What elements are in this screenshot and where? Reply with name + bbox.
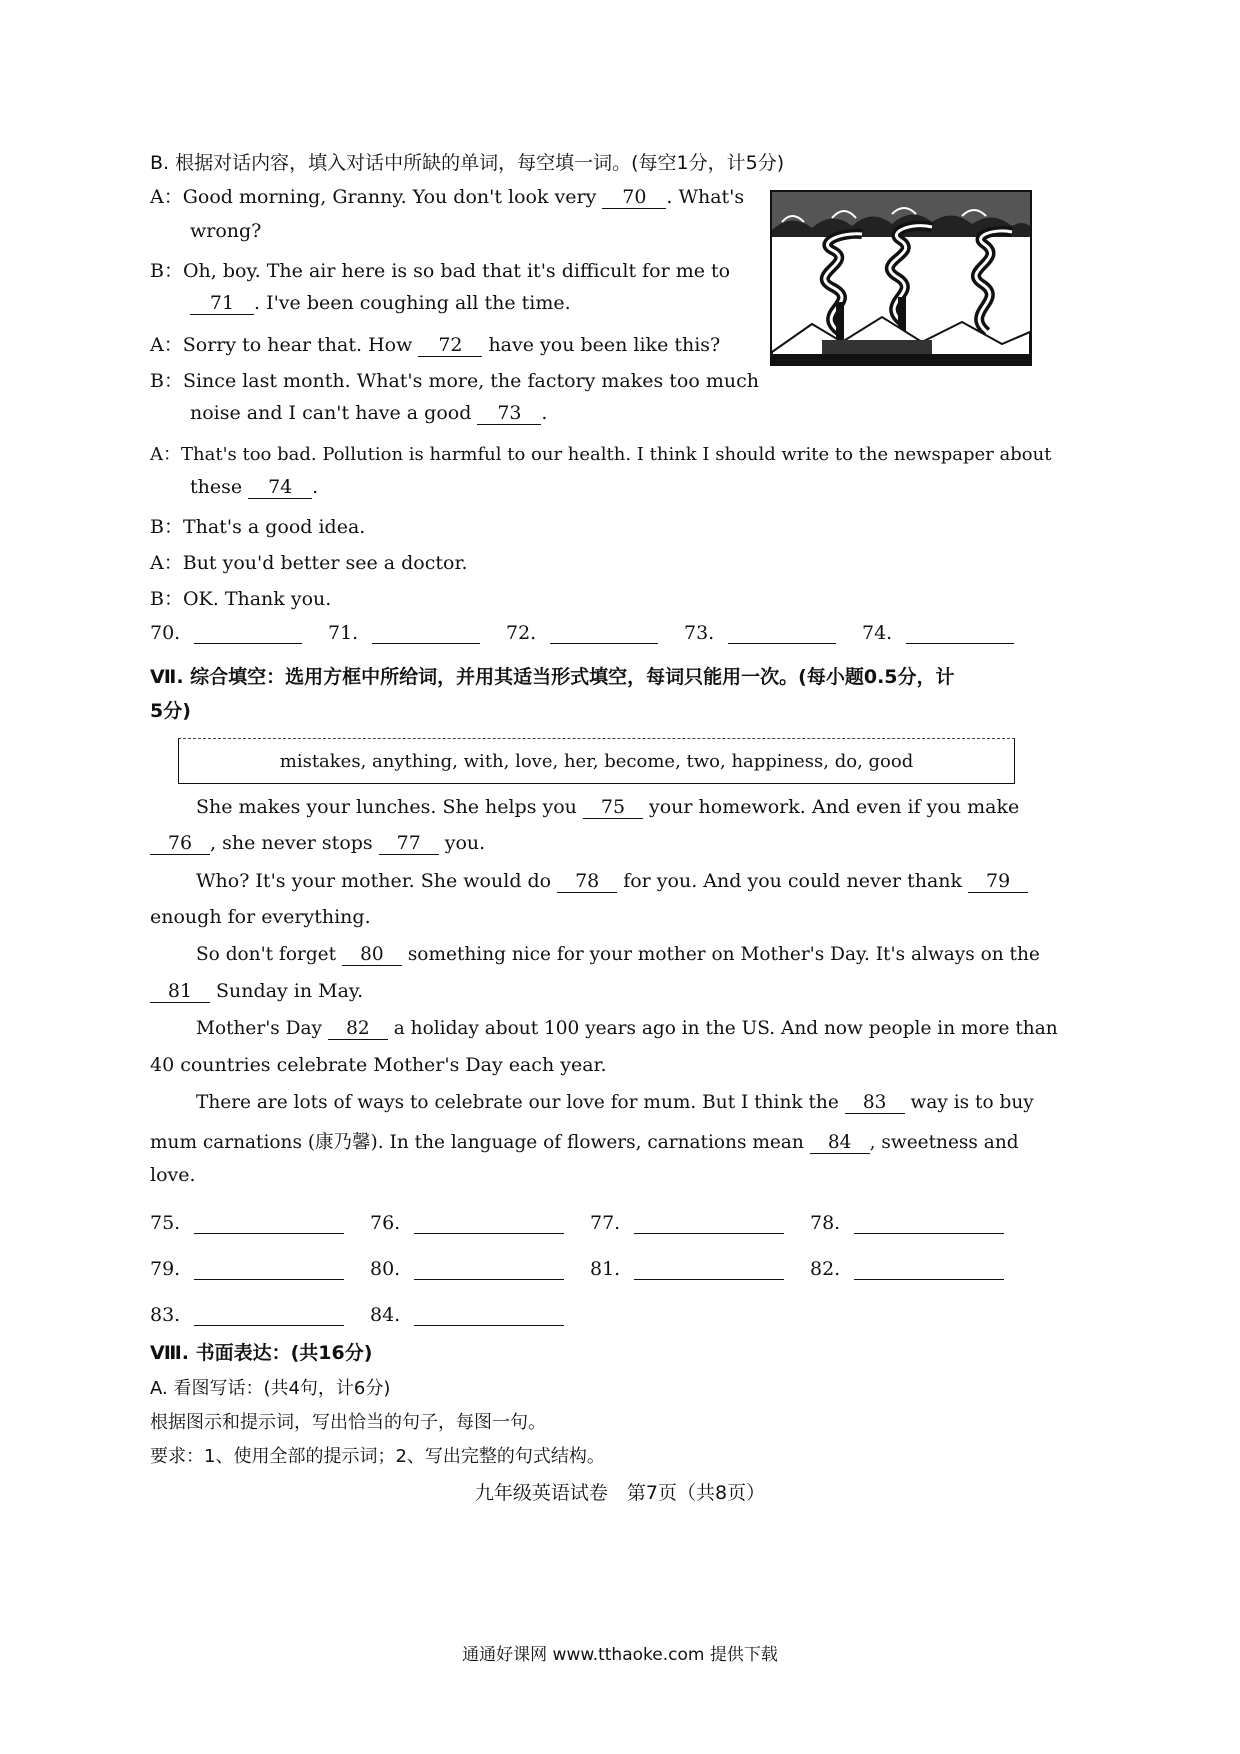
answer-line[interactable]	[854, 1215, 1004, 1234]
blank-81[interactable]: 81	[150, 981, 210, 1003]
passage-line-6: 81 Sunday in May.	[150, 980, 363, 1003]
section-7-heading-cont: 5分)	[150, 700, 191, 722]
answer-line[interactable]	[194, 1307, 344, 1326]
answer-line[interactable]	[634, 1261, 784, 1280]
answer-84[interactable]: 84.	[370, 1304, 590, 1326]
answer-75[interactable]: 75.	[150, 1212, 370, 1234]
answer-line[interactable]	[550, 625, 658, 644]
speaker-label: B：	[150, 370, 183, 392]
answer-71[interactable]: 71.	[328, 622, 506, 644]
speaker-label: B：	[150, 260, 183, 282]
answer-80[interactable]: 80.	[370, 1258, 590, 1280]
answer-79[interactable]: 79.	[150, 1258, 370, 1280]
answer-line[interactable]	[414, 1261, 564, 1280]
passage-line-7: Mother's Day 82 a holiday about 100 years ago in the US. And now people in more than	[196, 1018, 1058, 1039]
blank-84[interactable]: 84	[810, 1133, 870, 1154]
answer-81[interactable]: 81.	[590, 1258, 810, 1280]
dialogue-line-2-cont: 71 . I've been coughing all the time.	[190, 292, 571, 315]
answer-line[interactable]	[194, 625, 302, 644]
section-8-sub-a: A. 看图写话：(共4句，计6分)	[150, 1378, 391, 1399]
answer-73[interactable]: 73.	[684, 622, 862, 644]
speaker-label: A：	[150, 444, 181, 465]
speaker-label: B：	[150, 588, 183, 610]
pollution-factory-illustration	[770, 190, 1032, 366]
passage-line-8: 40 countries celebrate Mother's Day each year.	[150, 1054, 607, 1076]
dialogue-line-1: A：Good morning, Granny. You don't look very 70 . What's	[150, 186, 745, 208]
blank-76[interactable]: 76	[150, 833, 210, 855]
dialogue-line-7: A：But you'd better see a doctor.	[150, 552, 468, 574]
passage-line-11: love.	[150, 1164, 196, 1186]
answer-line[interactable]	[414, 1307, 564, 1326]
speaker-label: A：	[150, 552, 183, 574]
answer-78[interactable]: 78.	[810, 1212, 1030, 1234]
section-8-instruction: 根据图示和提示词，写出恰当的句子，每图一句。	[150, 1412, 546, 1433]
dialogue-line-3: A：Sorry to hear that. How 72 have you been like this?	[150, 334, 721, 356]
blank-80[interactable]: 80	[342, 945, 402, 966]
blank-70[interactable]: 70	[602, 187, 666, 209]
speaker-label: A：	[150, 334, 183, 356]
dialogue-line-5-cont: these 74 .	[190, 476, 319, 498]
answer-70[interactable]: 70.	[150, 622, 328, 644]
blank-82[interactable]: 82	[328, 1019, 388, 1040]
blank-75[interactable]: 75	[583, 797, 643, 819]
dialogue-line-8: B：OK. Thank you.	[150, 588, 332, 610]
dialogue-line-4-cont: noise and I can't have a good 73 .	[190, 402, 548, 424]
blank-74[interactable]: 74	[248, 477, 312, 499]
passage-line-9: There are lots of ways to celebrate our love for mum. But I think the 83 way is to buy	[196, 1092, 1034, 1113]
answer-line[interactable]	[728, 625, 836, 644]
dialogue-line-2: B：Oh, boy. The air here is so bad that it's difficult for me to	[150, 260, 731, 282]
blank-72[interactable]: 72	[418, 335, 482, 357]
answer-83[interactable]: 83.	[150, 1304, 370, 1326]
blank-83[interactable]: 83	[845, 1093, 905, 1114]
answer-76[interactable]: 76.	[370, 1212, 590, 1234]
answer-row-83-84	[150, 1304, 590, 1326]
section-8-requirement: 要求：1、使用全部的提示词；2、写出完整的句式结构。	[150, 1446, 605, 1467]
blank-78[interactable]: 78	[557, 871, 617, 893]
answer-line[interactable]	[194, 1261, 344, 1280]
word-bank-box	[178, 738, 1015, 784]
section-b-instruction: B. 根据对话内容，填入对话中所缺的单词，每空填一词。(每空1分，计5分)	[150, 152, 785, 174]
passage-line-2: 76 , she never stops 77 you.	[150, 832, 485, 855]
factory-smoke-icon	[772, 192, 1030, 364]
word-bank-text: mistakes, anything, with, love, her, become, two, happiness, do, good	[279, 750, 914, 772]
passage-line-4: enough for everything.	[150, 906, 371, 928]
speaker-label: A：	[150, 186, 183, 208]
passage-line-5: So don't forget 80 something nice for your mother on Mother's Day. It's always on the	[196, 944, 1040, 965]
answer-74[interactable]: 74.	[862, 622, 1040, 644]
section-7-heading: Ⅶ. 综合填空：选用方框中所给词，并用其适当形式填空，每词只能用一次。(每小题0.5分，计	[150, 666, 955, 688]
dialogue-line-5: A：That's too bad. Pollution is harmful to our health. I think I should write to the newspaper about	[150, 444, 1052, 465]
answer-82[interactable]: 82.	[810, 1258, 1030, 1280]
passage-line-1: She makes your lunches. She helps you 75 your homework. And even if you make	[196, 796, 1020, 818]
section-8-heading: Ⅷ. 书面表达：(共16分)	[150, 1342, 373, 1364]
passage-line-10: mum carnations (康乃馨). In the language of flowers, carnations mean 84 , sweetness and	[150, 1132, 1019, 1153]
blank-71[interactable]: 71	[190, 293, 254, 315]
answer-line[interactable]	[414, 1215, 564, 1234]
answer-row-79-82	[150, 1258, 1030, 1280]
answer-72[interactable]: 72.	[506, 622, 684, 644]
dialogue-line-6: B：That's a good idea.	[150, 516, 366, 538]
answer-line[interactable]	[194, 1215, 344, 1234]
page-footer: 九年级英语试卷 第7页（共8页）	[474, 1482, 766, 1504]
blank-77[interactable]: 77	[379, 833, 439, 855]
passage-line-3: Who? It's your mother. She would do 78 for you. And you could never thank 79	[196, 870, 1028, 893]
dialogue-line-1-cont: wrong?	[190, 220, 262, 242]
answer-77[interactable]: 77.	[590, 1212, 810, 1234]
answer-row-70-74	[150, 622, 1040, 644]
answer-line[interactable]	[854, 1261, 1004, 1280]
answer-line[interactable]	[906, 625, 1014, 644]
answer-line[interactable]	[372, 625, 480, 644]
speaker-label: B：	[150, 516, 183, 538]
blank-73[interactable]: 73	[477, 403, 541, 425]
answer-line[interactable]	[634, 1215, 784, 1234]
blank-79[interactable]: 79	[968, 871, 1028, 893]
dialogue-line-4: B：Since last month. What's more, the factory makes too much	[150, 370, 759, 392]
download-note: 通通好课网 www.tthaoke.com 提供下载	[462, 1645, 778, 1665]
answer-row-75-78	[150, 1212, 1030, 1234]
